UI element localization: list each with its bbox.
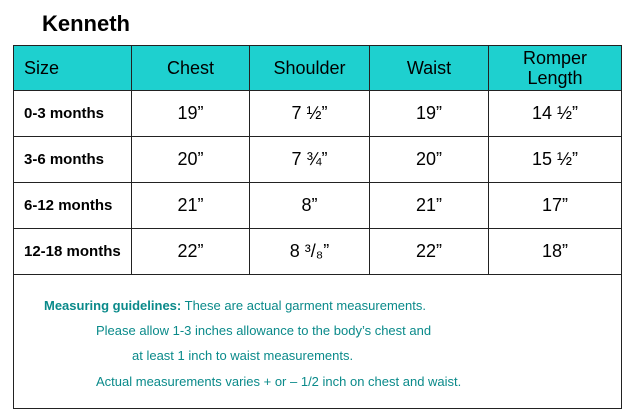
page-title: Kenneth <box>42 11 130 36</box>
shoulder-cell: 8” <box>250 183 370 229</box>
romper-cell: 15 ½” <box>489 137 622 183</box>
guidelines-text-1: These are actual garment measurements. <box>181 298 426 313</box>
header-romper-line2: Length <box>527 68 583 88</box>
table-row <box>14 91 622 137</box>
guidelines-label: Measuring guidelines: <box>44 298 182 313</box>
size-cell: 12-18 months <box>14 229 132 275</box>
header-romper-line1: Romper <box>522 48 588 68</box>
chest-cell: 20” <box>132 137 250 183</box>
romper-cell: 14 ½” <box>489 91 622 137</box>
header-waist: Waist <box>370 46 489 91</box>
table-row <box>14 137 622 183</box>
size-cell: 6-12 months <box>14 183 132 229</box>
guidelines-line-3: at least 1 inch to waist measurements. <box>132 348 354 363</box>
header-chest: Chest <box>132 46 250 91</box>
waist-cell: 19” <box>370 91 489 137</box>
romper-cell: 17” <box>489 183 622 229</box>
chest-cell: 22” <box>132 229 250 275</box>
chest-cell: 19” <box>132 91 250 137</box>
size-cell: 3-6 months <box>14 137 132 183</box>
shoulder-cell: 7 ½” <box>250 91 370 137</box>
size-chart-table <box>13 45 622 275</box>
header-shoulder: Shoulder <box>250 46 370 91</box>
shoulder-cell: 7 ¾” <box>250 137 370 183</box>
waist-cell: 21” <box>370 183 489 229</box>
guidelines-line-4: Actual measurements varies + or – 1/2 inch on chest and waist. <box>96 374 462 389</box>
guidelines-line-1 <box>44 298 426 313</box>
measuring-guidelines-box <box>13 274 622 409</box>
table-row <box>14 183 622 229</box>
waist-cell: 22” <box>370 229 489 275</box>
header-romper-length <box>489 46 622 91</box>
chest-cell: 21” <box>132 183 250 229</box>
size-cell: 0-3 months <box>14 91 132 137</box>
guidelines-line-2: Please allow 1-3 inches allowance to the body’s chest and <box>96 323 432 338</box>
header-size: Size <box>14 46 132 91</box>
table-row <box>14 229 622 275</box>
waist-cell: 20” <box>370 137 489 183</box>
romper-cell: 18” <box>489 229 622 275</box>
shoulder-cell: 8 ³/₈” <box>250 229 370 275</box>
table-header-row <box>14 46 622 91</box>
